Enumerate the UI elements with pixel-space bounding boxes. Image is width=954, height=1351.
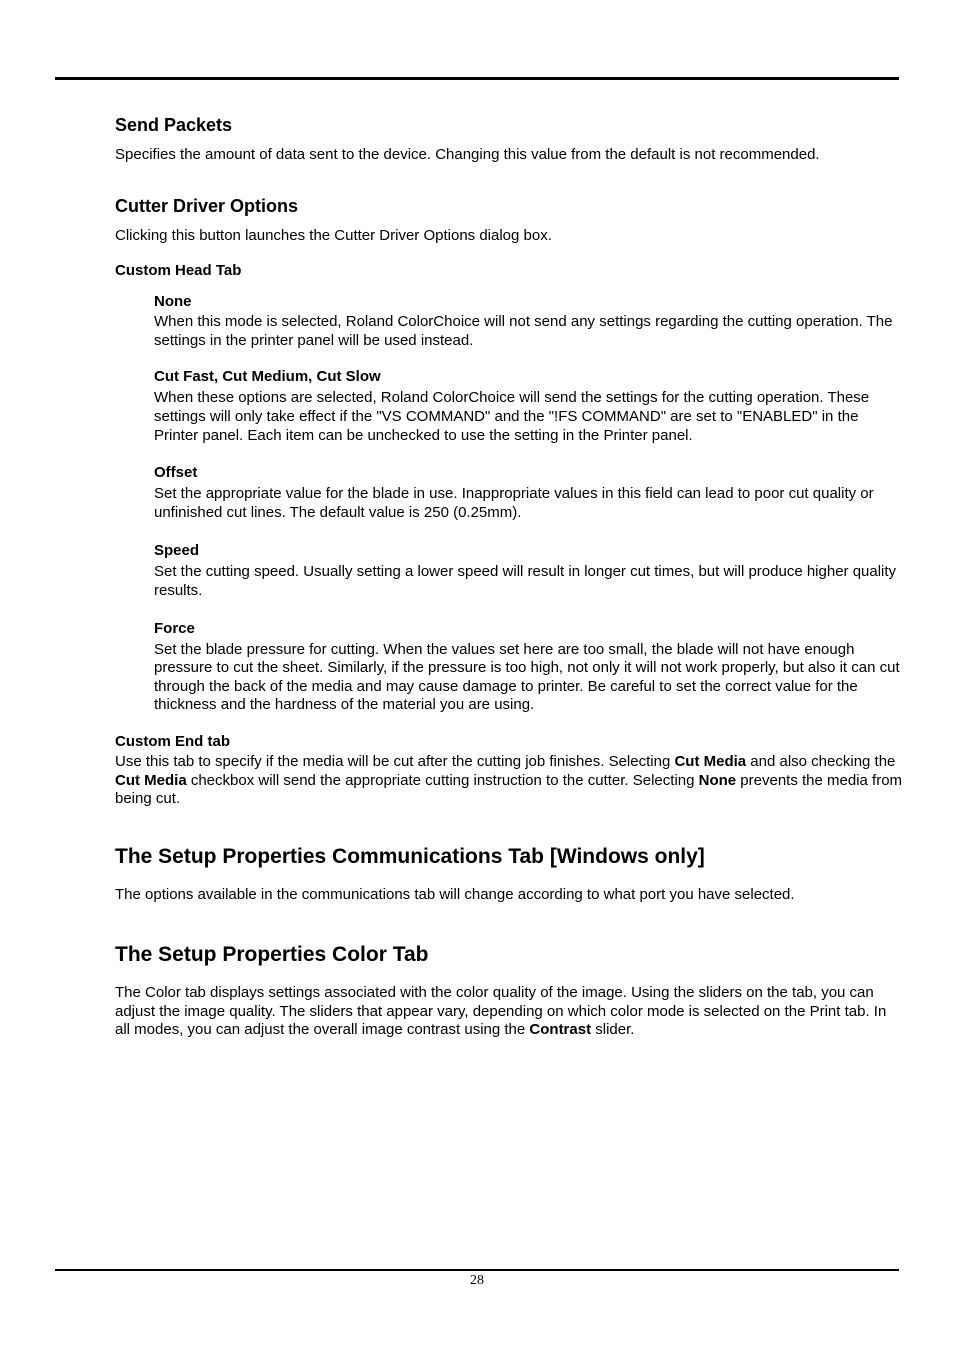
speed-text: Set the cutting speed. Usually setting a lower speed will result in longer cut times, but will produce higher quality results. xyxy=(154,563,897,599)
footer-rule xyxy=(55,1269,899,1271)
offset-text: Set the appropriate value for the blade in use. Inappropriate values in this field can lead to poor cut quality or unfinished cut lines. The default value is 250 (0.25mm). xyxy=(154,485,874,521)
speed-heading: Speed xyxy=(154,542,200,560)
cut-speeds-heading: Cut Fast, Cut Medium, Cut Slow xyxy=(154,368,381,386)
offset-heading: Offset xyxy=(154,464,198,482)
force-heading: Force xyxy=(154,619,195,637)
cut-speeds-text: When these options are selected, Roland ColorChoice will send the settings for the cutting operation. These settings will only take effect if the "VS COMMAND" and the "!FS COMMAND" are set to "ENABLED" in the Printer panel. Each item can be unchecked to use the setting in the Printer panel. xyxy=(154,389,870,444)
cutter-driver-heading: Cutter Driver Options xyxy=(115,195,299,216)
custom-end-text: Use this tab to specify if the media will be cut after the cutting job finishes. Selecting Cut Media and also checking the Cut Media checkbox will send the appropriate cutting instruction to the cutter. Selecting None prevents the media from being cut. xyxy=(115,752,903,808)
color-tab-text: The Color tab displays settings associated with the color quality of the image. Using the sliders on the tab, you can adjust the image quality. The sliders that appear vary, depending on which color mode is selected on the Print tab. In all modes, you can adjust the overall image contrast using the Contrast slider. xyxy=(115,984,887,1039)
send-packets-heading: Send Packets xyxy=(115,115,233,135)
page-content xyxy=(115,114,905,1040)
none-heading: None xyxy=(154,293,192,311)
force-text: Set the blade pressure for cutting. When the values set here are too small, the blade will not have enough pressure to cut the sheet. Similarly, if the pressure is too high, not only it will not work properly, but also it can cut through the back of the media and may cause damage to printer. Be careful to set the correct value for the thickness and the hardness of the material you are using. xyxy=(154,640,900,714)
color-tab-heading: The Setup Properties Color Tab xyxy=(115,943,429,967)
send-packets-text: Specifies the amount of data sent to the device. Changing this value from the default is not recommended. xyxy=(115,146,820,163)
communications-tab-heading: The Setup Properties Communications Tab [Windows only] xyxy=(115,844,705,868)
header-rule xyxy=(55,77,899,80)
communications-tab-text: The options available in the communications tab will change according to what port you have selected. xyxy=(115,885,795,903)
page-number: 28 xyxy=(470,1273,484,1288)
custom-head-heading: Custom Head Tab xyxy=(115,262,242,280)
custom-end-heading: Custom End tab xyxy=(115,732,230,750)
none-text: When this mode is selected, Roland ColorChoice will not send any settings regarding the cutting operation. The settings in the printer panel will be used instead. xyxy=(154,313,893,349)
cutter-driver-text: Clicking this button launches the Cutter Driver Options dialog box. xyxy=(115,226,552,244)
